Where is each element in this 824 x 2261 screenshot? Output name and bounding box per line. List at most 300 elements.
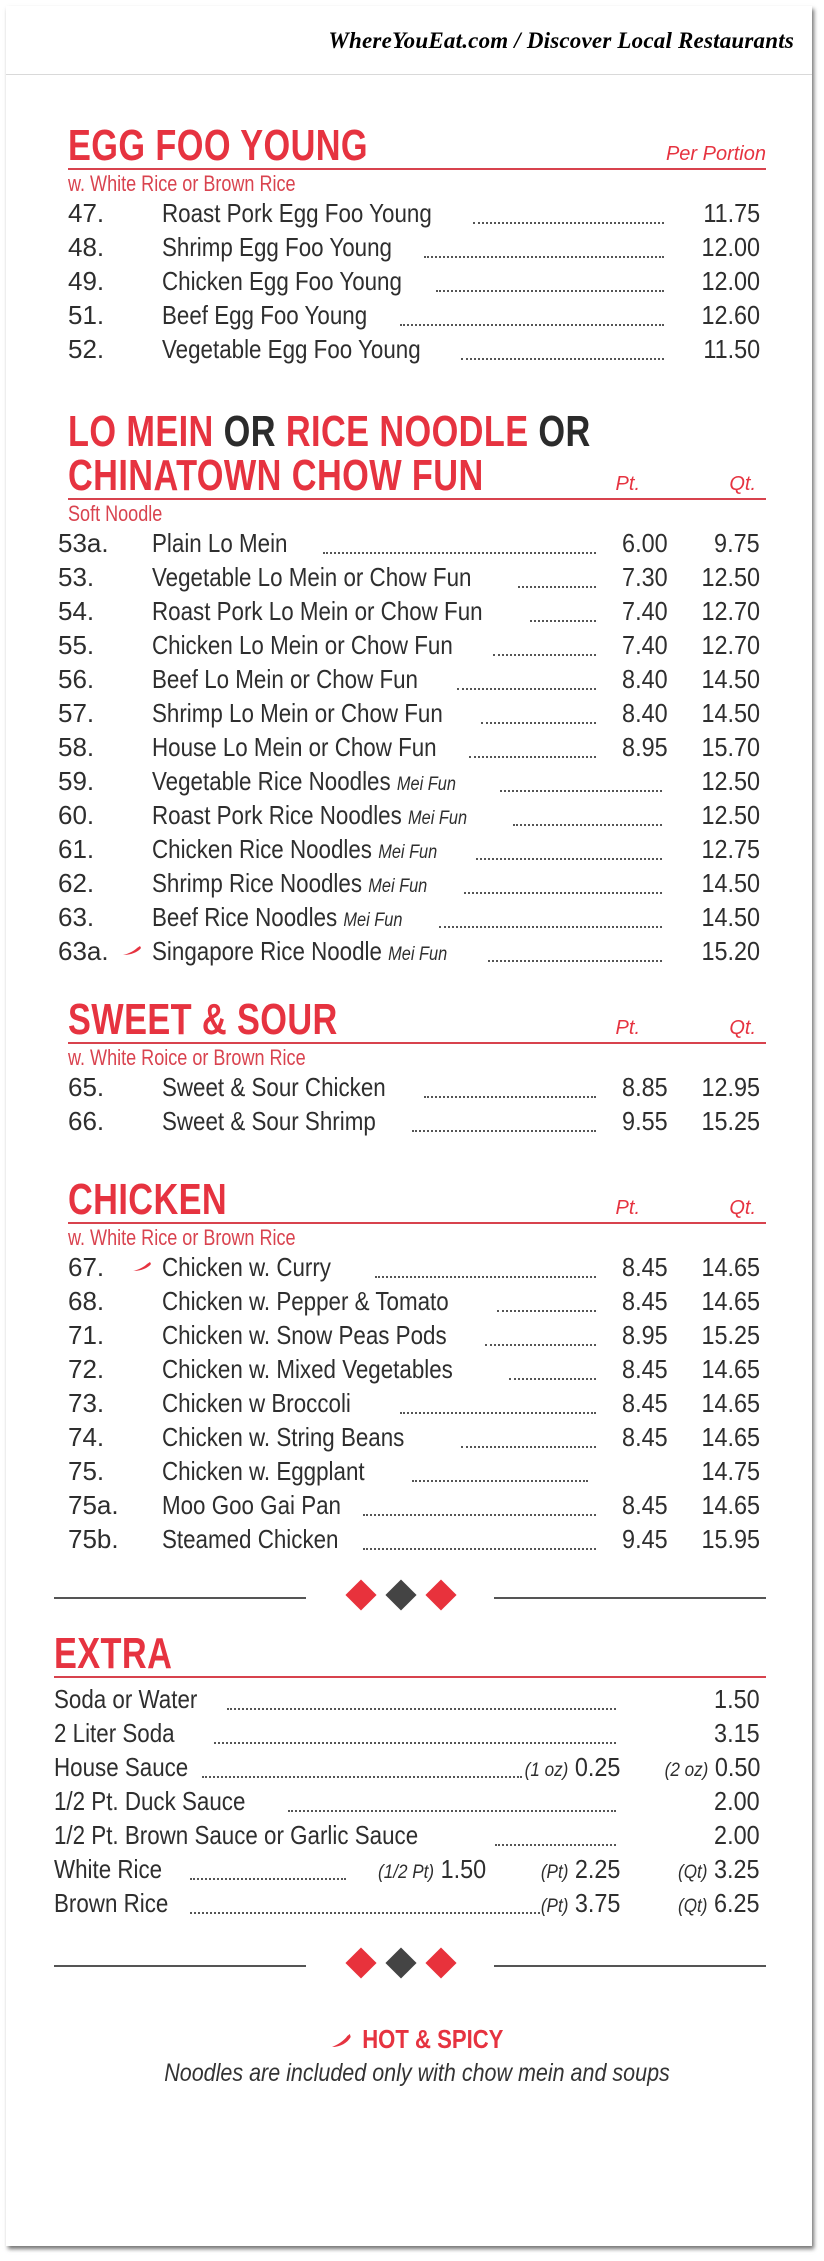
item-number: 58. [58,732,95,762]
dot-leader [481,720,596,724]
menu-item-row[interactable] [58,628,766,662]
item-price-pint: 8.95 [622,1320,668,1350]
title-lo-mein: LO MEIN [68,407,214,456]
price-value: 0.25 [574,1752,620,1782]
menu-item-row[interactable] [68,1420,766,1454]
item-name [152,696,443,730]
item-note: Mei Fun [408,808,468,829]
ornament-divider [54,1578,766,1618]
footer-note: Noodles are included only with chow mein and soups [164,2059,670,2087]
dot-leader [476,856,662,860]
item-name-text: Moo Goo Gai Pan [162,1490,341,1520]
dot-leader [497,1308,596,1312]
red-diamond-icon [425,1947,456,1978]
section-header [54,1629,766,1678]
item-price-pint: 9.45 [622,1524,668,1554]
pt-header: Pt. [615,473,640,495]
item-name-text: Chicken Lo Mein or Chow Fun [152,630,453,660]
dot-leader [518,584,596,588]
item-number: 75a. [68,1490,119,1520]
dot-leader [400,322,664,326]
item-note: Mei Fun [343,910,403,931]
item-name [152,934,447,972]
item-name-text: Sweet & Sour Chicken [162,1072,386,1102]
divider-line [54,1597,306,1599]
item-price-pint: 8.45 [622,1422,668,1452]
section-title-line2: CHINATOWN CHOW FUN [68,451,484,500]
item-name [162,196,432,230]
item-number: 59. [58,766,95,796]
item-name-text: Shrimp Lo Mein or Chow Fun [152,698,443,728]
menu-item-row[interactable] [68,1250,766,1284]
item-number: 73. [68,1388,105,1418]
item-name: House Sauce [54,1752,189,1782]
menu-item-row[interactable] [68,230,766,264]
item-number: 71. [68,1320,105,1350]
chili-pepper-icon [122,946,142,956]
dot-leader [439,924,662,928]
item-name: Brown Rice [54,1888,169,1918]
section-header [68,995,766,1044]
item-number: 63a. [58,936,109,966]
item-name-text: Singapore Rice Noodle [152,936,382,966]
qt-header: Qt. [729,1017,756,1039]
item-price-small [524,1750,620,1788]
dot-leader [424,254,664,258]
item-price-quart: 14.75 [701,1456,760,1486]
item-price: 11.50 [703,334,760,364]
dot-leader [412,1128,596,1132]
item-price [678,1852,760,1890]
item-name-text: Chicken w. Mixed Vegetables [162,1354,453,1384]
dot-leader [363,1512,596,1516]
qt-header: Qt. [729,473,756,495]
item-number: 62. [58,868,95,898]
price-value: 1.50 [714,1684,760,1714]
red-diamond-icon [425,1579,456,1610]
item-number: 47. [68,198,105,228]
item-price-quart: 14.65 [701,1388,760,1418]
spicy-legend-label: HOT & SPICY [362,2024,504,2054]
item-name-text: Beef Egg Foo Young [162,300,368,330]
menu-item-row[interactable] [68,1318,766,1352]
item-name-text: Roast Pork Rice Noodles [152,800,402,830]
unit-label: (Qt) [678,1862,708,1883]
item-price-quart: 14.65 [701,1354,760,1384]
menu-item-row[interactable] [68,1386,766,1420]
section-subtitle: w. White Rice or Brown Rice [68,171,296,196]
dot-leader [457,686,596,690]
section-egg-foo-young [68,121,766,366]
section-subtitle: w. White Roice or Brown Rice [68,1045,306,1070]
unit-label: (Qt) [678,1896,708,1917]
item-name [162,1454,365,1488]
item-name: 2 Liter Soda [54,1718,175,1748]
extra-item-row[interactable] [54,1886,766,1920]
section-title-line1 [68,407,591,456]
ornament-divider [54,1946,766,1986]
item-price-quart: 15.25 [701,1106,760,1136]
item-price: 12.00 [701,266,760,296]
item-number: 61. [58,834,95,864]
extra-item-row[interactable] [54,1818,766,1852]
menu-item-row[interactable] [58,832,766,866]
menu-item-row[interactable] [68,1284,766,1318]
unit-label: (2 oz) [664,1760,708,1781]
item-name-text: Sweet & Sour Shrimp [162,1106,376,1136]
item-price-quart: 9.75 [714,528,760,558]
dot-leader [485,1342,596,1346]
extra-item-row[interactable] [54,1716,766,1750]
item-note: Mei Fun [388,944,448,965]
item-price [714,1682,760,1716]
price-value: 2.00 [714,1820,760,1850]
dot-leader [190,1910,540,1914]
item-name [162,1488,341,1522]
item-name [152,764,456,802]
item-price-pint: 8.40 [622,698,668,728]
item-price-pint: 6.00 [622,528,668,558]
item-price-quart: 14.50 [701,664,760,694]
menu-page [6,6,812,2246]
dot-leader [469,754,596,758]
pt-header: Pt. [615,1017,640,1039]
item-number: 72. [68,1354,105,1384]
item-number: 74. [68,1422,105,1452]
menu-item-row[interactable] [68,1352,766,1386]
item-price-quart: 14.50 [701,698,760,728]
item-name [162,298,367,332]
item-name [162,1352,453,1386]
unit-label: (Pt) [540,1896,568,1917]
section-extra [54,1629,766,1920]
item-name: 1/2 Pt. Brown Sauce or Garlic Sauce [54,1820,419,1850]
title-or: OR [213,407,286,456]
menu-item-row[interactable] [68,298,766,332]
item-name-text: Chicken w. Pepper & Tomato [162,1286,449,1316]
item-number: 68. [68,1286,105,1316]
dot-leader [424,1094,596,1098]
price-value: 3.75 [574,1888,620,1918]
item-name [162,1318,447,1352]
menu-item-row[interactable] [58,730,766,764]
extra-item-row[interactable] [54,1750,766,1784]
item-name [152,866,427,904]
section-title: SWEET & SOUR [68,995,338,1044]
dot-leader [202,1774,522,1778]
item-name [162,1522,339,1556]
item-name [152,662,418,696]
item-price-quart: 12.70 [701,596,760,626]
item-number: 67. [68,1252,105,1282]
item-name-text: Chicken Egg Foo Young [162,266,402,296]
item-number: 60. [58,800,95,830]
item-price [664,1750,760,1788]
header-bar [6,6,812,75]
item-price-quart: 12.75 [701,834,760,864]
menu-item-row[interactable] [58,764,766,798]
item-note: Mei Fun [396,774,456,795]
item-number: 55. [58,630,95,660]
item-name: White Rice [54,1854,163,1884]
dot-leader [323,550,596,554]
menu-item-row[interactable] [68,1454,766,1488]
section-header [68,121,766,170]
item-price-half-pint [378,1852,486,1890]
item-name [152,832,437,870]
item-name [162,1070,386,1104]
menu-item-row[interactable] [68,332,766,366]
menu-item-row[interactable] [58,526,766,560]
item-price-quart: 14.65 [701,1252,760,1282]
item-price [714,1716,760,1750]
item-price-quart: 14.65 [701,1490,760,1520]
menu-item-row[interactable] [58,560,766,594]
item-price-pint: 9.55 [622,1106,668,1136]
menu-item-row[interactable] [58,696,766,730]
dot-leader [227,1706,616,1710]
price-value: 0.50 [714,1752,760,1782]
item-price-quart: 14.65 [701,1422,760,1452]
menu-item-row[interactable] [58,900,766,934]
dot-leader [488,958,662,962]
item-number: 52. [68,334,105,364]
item-name-text: Chicken w. String Beans [162,1422,405,1452]
item-name-text: Steamed Chicken [162,1524,339,1554]
extra-item-row[interactable] [54,1852,766,1886]
item-price [678,1886,760,1924]
item-price-pint: 8.40 [622,664,668,694]
item-note: Mei Fun [368,876,428,897]
item-name-text: Beef Rice Noodles [152,902,338,932]
item-name [152,526,287,560]
menu-content [54,121,766,2088]
item-name-text: Plain Lo Mein [152,528,288,558]
item-name-text: House Lo Mein or Chow Fun [152,732,437,762]
dot-leader [400,1410,596,1414]
extra-item-row[interactable] [54,1784,766,1818]
item-price-pint: 7.40 [622,596,668,626]
item-name-text: Chicken Rice Noodles [152,834,372,864]
dot-leader [461,1444,596,1448]
divider-line [54,1965,306,1967]
extra-item-row[interactable] [54,1682,766,1716]
item-number: 75b. [68,1524,119,1554]
spicy-legend [120,2024,713,2055]
dot-leader [461,356,664,360]
dot-leader [190,1876,346,1880]
item-price: 12.60 [701,300,760,330]
section-subtitle: Soft Noodle [68,501,163,526]
item-price-quart: 15.25 [701,1320,760,1350]
menu-item-row[interactable] [68,264,766,298]
item-name-text: Roast Pork Egg Foo Young [162,198,432,228]
dot-leader [363,1546,596,1550]
item-name-text: Roast Pork Lo Mein or Chow Fun [152,596,483,626]
section-title: CHICKEN [68,1175,228,1224]
item-price-quart: 14.50 [701,868,760,898]
item-name-text: Chicken w Broccoli [162,1388,351,1418]
item-price-pint: 7.40 [622,630,668,660]
menu-item-row[interactable] [68,1070,766,1104]
red-diamond-icon [345,1947,376,1978]
item-name [162,1386,351,1420]
menu-item-row[interactable] [58,662,766,696]
item-price-quart: 12.70 [701,630,760,660]
item-price-quart: 12.95 [701,1072,760,1102]
item-price-pint: 8.45 [622,1490,668,1520]
item-price-quart: 12.50 [701,562,760,592]
section-subtitle: w. White Rice or Brown Rice [68,1225,296,1250]
item-number: 53. [58,562,95,592]
menu-item-row[interactable] [68,196,766,230]
item-name-text: Beef Lo Mein or Chow Fun [152,664,418,694]
item-number: 53a. [58,528,109,558]
item-price [714,1784,760,1818]
item-name-text: Vegetable Rice Noodles [152,766,391,796]
section-sweet-sour [68,995,766,1138]
menu-item-row[interactable] [58,798,766,832]
item-name [152,900,402,938]
item-name-text: Chicken w. Snow Peas Pods [162,1320,447,1350]
price-value: 3.15 [714,1718,760,1748]
item-name-text: Chicken w. Eggplant [162,1456,365,1486]
unit-label: (Pt) [540,1862,568,1883]
item-number: 48. [68,232,105,262]
menu-item-row[interactable] [68,1104,766,1138]
section-header [68,1175,766,1224]
item-price-quart: 14.50 [701,902,760,932]
dot-leader [375,1274,596,1278]
item-price: 12.00 [701,232,760,262]
dot-leader [464,890,662,894]
item-price-pint: 8.45 [622,1252,668,1282]
price-value: 6.25 [714,1888,760,1918]
dot-leader [493,652,596,656]
item-price-pint: 7.30 [622,562,668,592]
dot-leader [412,1478,588,1482]
item-name-text: Vegetable Lo Mein or Chow Fun [152,562,472,592]
menu-item-row[interactable] [68,1522,766,1556]
item-name-text: Chicken w. Curry [162,1252,331,1282]
title-rice-noodle: RICE NOODLE [285,407,529,456]
divider-line [494,1965,766,1967]
item-name [152,560,471,594]
item-name [152,798,467,836]
item-number: 57. [58,698,95,728]
item-name [162,1420,404,1454]
menu-item-row[interactable] [58,866,766,900]
price-header: Per Portion [665,143,766,165]
item-name [162,264,402,298]
dot-leader [495,1842,616,1846]
item-name [162,230,392,264]
dark-diamond-icon [385,1947,416,1978]
unit-label: (1/2 Pt) [377,1862,434,1883]
pt-header: Pt. [615,1197,640,1219]
section-title: EGG FOO YOUNG [68,121,369,170]
section-lo-mein [58,407,766,968]
menu-item-row[interactable] [68,1488,766,1522]
item-name [162,1104,376,1138]
item-price-quart: 15.20 [701,936,760,966]
item-name [162,332,421,366]
item-number: 66. [68,1106,105,1136]
section-title: EXTRA [54,1629,173,1678]
dot-leader [530,618,596,622]
dot-leader [473,220,664,224]
menu-item-row[interactable] [58,934,766,968]
item-number: 54. [58,596,95,626]
item-price-pint: 8.85 [622,1072,668,1102]
chili-pepper-icon [331,2033,353,2049]
section-chicken [68,1175,766,1556]
item-name: 1/2 Pt. Duck Sauce [54,1786,246,1816]
dot-leader [509,1376,596,1380]
price-value: 2.25 [574,1854,620,1884]
item-number: 56. [58,664,95,694]
item-price-small [540,1852,620,1890]
site-title[interactable]: WhereYouEat.com / Discover Local Restaurants [328,28,794,53]
item-price-quart: 12.50 [701,766,760,796]
dot-leader [513,822,662,826]
item-price-pint: 8.45 [622,1388,668,1418]
red-diamond-icon [345,1579,376,1610]
item-name [162,1284,449,1318]
section-header [68,407,766,500]
item-name: Soda or Water [54,1684,198,1714]
dot-leader [288,1808,616,1812]
qt-header: Qt. [729,1197,756,1219]
dot-leader [500,788,662,792]
menu-item-row[interactable] [58,594,766,628]
item-number: 65. [68,1072,105,1102]
item-price-quart: 12.50 [701,800,760,830]
item-name-text: Vegetable Egg Foo Young [162,334,421,364]
item-name [162,1250,331,1284]
divider-line [494,1597,766,1599]
dot-leader [436,288,664,292]
item-price-pint: 8.95 [622,732,668,762]
price-value: 3.25 [714,1854,760,1884]
item-price-pint: 8.45 [622,1354,668,1384]
unit-label: (1 oz) [524,1760,568,1781]
item-number: 75. [68,1456,105,1486]
item-price-small [540,1886,620,1924]
item-price [714,1818,760,1852]
chili-pepper-icon [132,1262,152,1272]
item-name [152,594,483,628]
item-price-pint: 8.45 [622,1286,668,1316]
dot-leader [214,1740,616,1744]
title-or: OR [528,407,591,456]
item-number: 63. [58,902,95,932]
dark-diamond-icon [385,1579,416,1610]
item-price-quart: 15.95 [701,1524,760,1554]
price-value: 2.00 [714,1786,760,1816]
item-name [152,730,437,764]
item-price-quart: 15.70 [701,732,760,762]
item-note: Mei Fun [378,842,438,863]
item-name-text: Shrimp Rice Noodles [152,868,363,898]
item-number: 51. [68,300,105,330]
item-name [152,628,453,662]
price-value: 1.50 [440,1854,486,1884]
item-price: 11.75 [703,198,760,228]
item-name-text: Shrimp Egg Foo Young [162,232,392,262]
item-number: 49. [68,266,105,296]
item-price-quart: 14.65 [701,1286,760,1316]
